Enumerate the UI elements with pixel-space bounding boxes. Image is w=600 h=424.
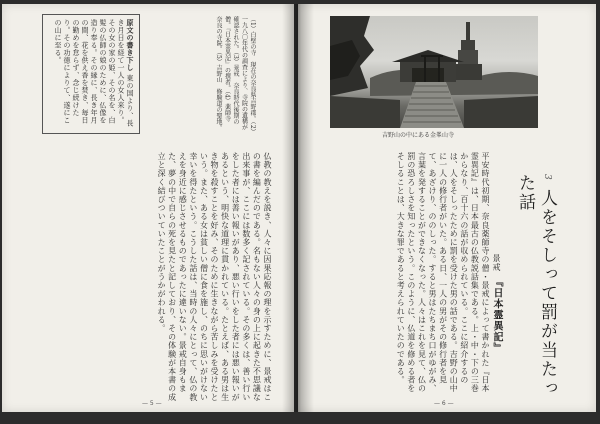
source-author: 景戒: [492, 254, 501, 272]
left-body-text: 仏教の教えを説き、人々に因果応報の理を示すために、景戒はこの書を編んだのである。名もない人々の身の上に起きた不思議な出来事が、ここには数多く記されている。その多くは、善い行いをした者には善い報いがあり、悪い行いをした者には悪い報いがあるという、明快な道理に貫かれている。たとえば、ある男は生き物を殺すことを好み、そのために生きながら苦しみを受けたという。また、ある女は貧しい僧に食を施し、のちに思いがけない幸いを得たという。こうした話は、当時の人々にとって、仏の教えを身近に感じさせるものであったに違いない。景戒自身もまた、夢の中で自らの死を見たと記しており、その体験が本書の成立と深く結びついていたことがうかがわれる。: [157, 152, 272, 402]
notes-box-title: 原文の書き下し: [126, 19, 135, 72]
temple-photo: [330, 16, 538, 128]
source-line: [488, 254, 504, 394]
notes-box: [42, 14, 140, 134]
chapter-number: 3: [542, 174, 552, 180]
footnotes: （1）白壁の寺 現在の奈良県吉野郡。（2）一九八〇年代の調査により、寺院の遺構が確認された。（3）景戒 奈良時代後期の僧。『日本霊異記』の撰者。（4）薬師寺 奈良の寺院。（5）吉野山 修験道の聖地。: [215, 16, 256, 132]
source-title: 『日本霊異記』: [491, 276, 502, 354]
left-page: [2, 4, 294, 412]
temple-photo-drawing: [330, 16, 538, 128]
left-page-number: — 5 —: [142, 400, 162, 407]
notes-box-text: 東の国より、長き月日を経て一人の女人来り。その女の家の姫、その名を、白髪の仏師の娘のために、仏像を造り奉る。その縁に、長き年月の間、花を供え香を焚き、毎日の勤めを怠らず、念じ続けたり。その功徳によりて、遂にこの山に至る。: [54, 19, 134, 127]
right-body-text: 平安時代初期、奈良薬師寺の僧・景戒によって書かれた『日本霊異記』は、日本最古の仏教説話集である。上・中・下の三巻からなり、百十六の話が収められている。ここに紹介するのは、人をそしったために罰を受けた男の話である。吉野の山中に一人の修行者がいた。ある日、一人の男がその修行者を見て、あざけり、ののしった。すると男はたちまち口がゆがみ、言葉を発することができなくなった。人々はこれを見て、仏の罰の恐ろしさを知ったという。このように、仏道を修める者をそしることは、大きな罪であると考えられていたのである。: [396, 152, 490, 393]
chapter-heading: [496, 174, 558, 406]
right-page: [298, 4, 596, 412]
right-page-number: — 6 —: [434, 400, 454, 407]
photo-caption: 吉野山の中にある金峯山寺: [381, 132, 454, 139]
chapter-title: 人をそしって罰が当たった話: [515, 174, 557, 398]
